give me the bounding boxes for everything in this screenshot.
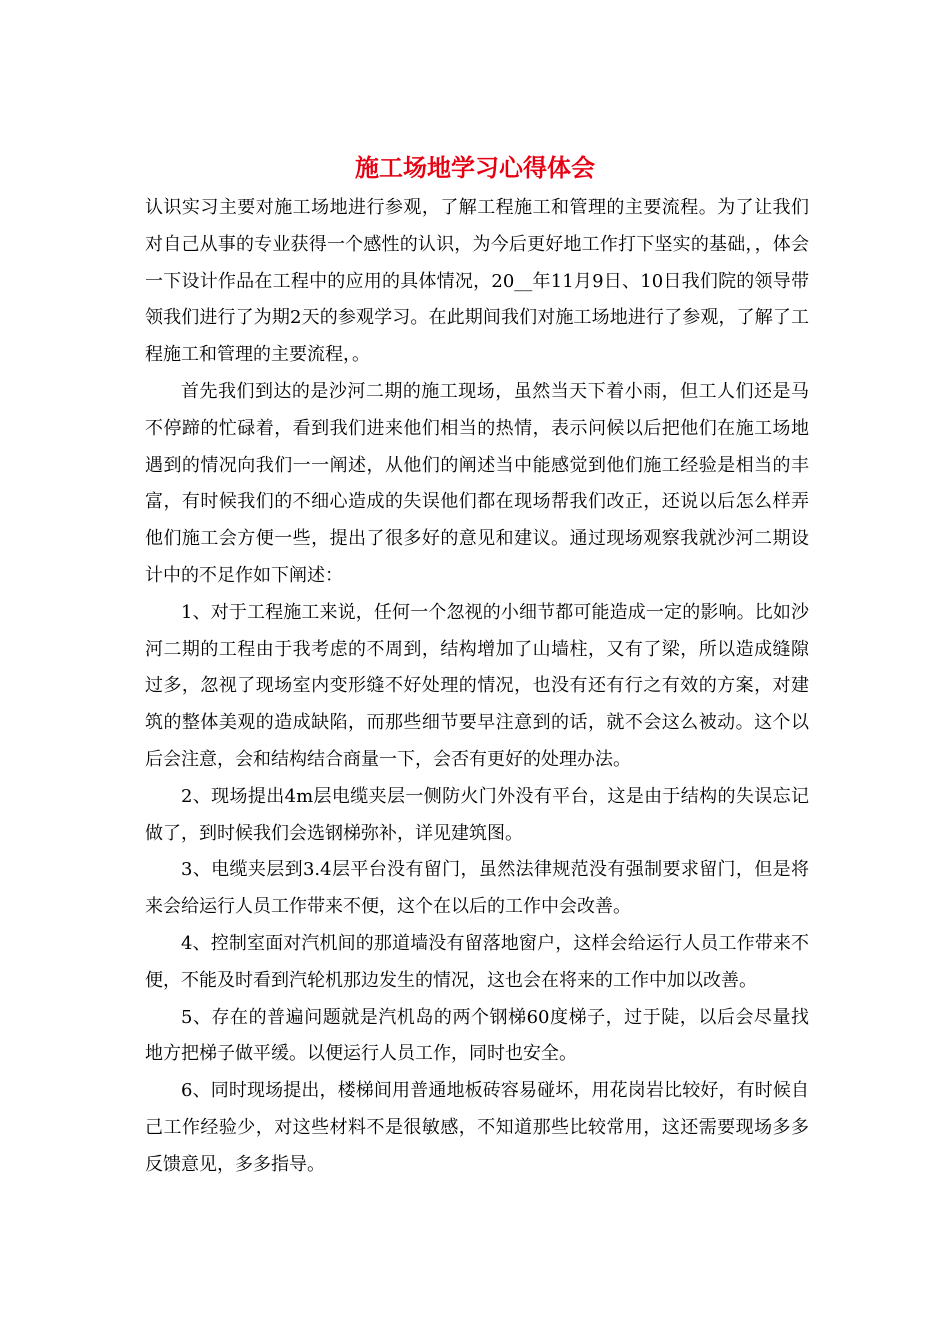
paragraph-item-6: 6、同时现场提出，楼梯间用普通地板砖容易碰坏，用花岗岩比较好，有时候自己工作经验少，对这些材料不是很敏感，不知道那些比较常用，这还需要现场多多反馈意见，多多指导。 (145, 1080, 809, 1175)
paragraph-item-4: 4、控制室面对汽机间的那道墙没有留落地窗户，这样会给运行人员工作带来不便，不能及时看到汽轮机那边发生的情况，这也会在将来的工作中加以改善。 (145, 932, 809, 991)
paragraph-item-3: 3、电缆夹层到3.4层平台没有留门，虽然法律规范没有强制要求留门，但是将来会给运行人员工作带来不便，这个在以后的工作中会改善。 (145, 859, 809, 918)
document-body (145, 190, 809, 1184)
paragraph-intro: 认识实习主要对施工场地进行参观，了解工程施工和管理的主要流程。为了让我们对自己从事的专业获得一个感性的认识，为今后更好地工作打下坚实的基础，，体会一下设计作品在工程中的应用的具体情况，20__年11月9日、10日我们院的领导带领我们进行了为期2天的参观学习。在此期间我们对施工场地进行了参观，了解了工程施工和管理的主要流程，。 (145, 197, 809, 366)
paragraph-item-1: 1、对于工程施工来说，任何一个忽视的小细节都可能造成一定的影响。比如沙河二期的工程由于我考虑的不周到，结构增加了山墙柱，又有了梁，所以造成缝隙过多，忽视了现场室内变形缝不好处理的情况，也没有还有行之有效的方案，对建筑的整体美观的造成缺陷，而那些细节要早注意到的话，就不会这么被动。这个以后会注意，会和结构结合商量一下，会否有更好的处理办法。 (145, 601, 809, 770)
paragraph-item-5: 5、存在的普遍问题就是汽机岛的两个钢梯60度梯子，过于陡，以后会尽量找地方把梯子做平缓。以便运行人员工作，同时也安全。 (145, 1006, 809, 1065)
document-title: 施工场地学习心得体会 (355, 153, 595, 182)
paragraph-item-2: 2、现场提出4m层电缆夹层一侧防火门外没有平台，这是由于结构的失误忘记做了，到时候我们会选钢梯弥补，详见建筑图。 (145, 785, 809, 844)
paragraph-site-visit: 首先我们到达的是沙河二期的施工现场，虽然当天下着小雨，但工人们还是马不停蹄的忙碌着，看到我们进来他们相当的热情，表示问候以后把他们在施工场地遇到的情况向我们一一阐述，从他们的阐述当中能感觉到他们施工经验是相当的丰富，有时候我们的不细心造成的失误他们都在现场帮我们改正，还说以后怎么样弄他们施工会方便一些，提出了很多好的意见和建议。通过现场观察我就沙河二期设计中的不足作如下阐述： (145, 380, 809, 586)
